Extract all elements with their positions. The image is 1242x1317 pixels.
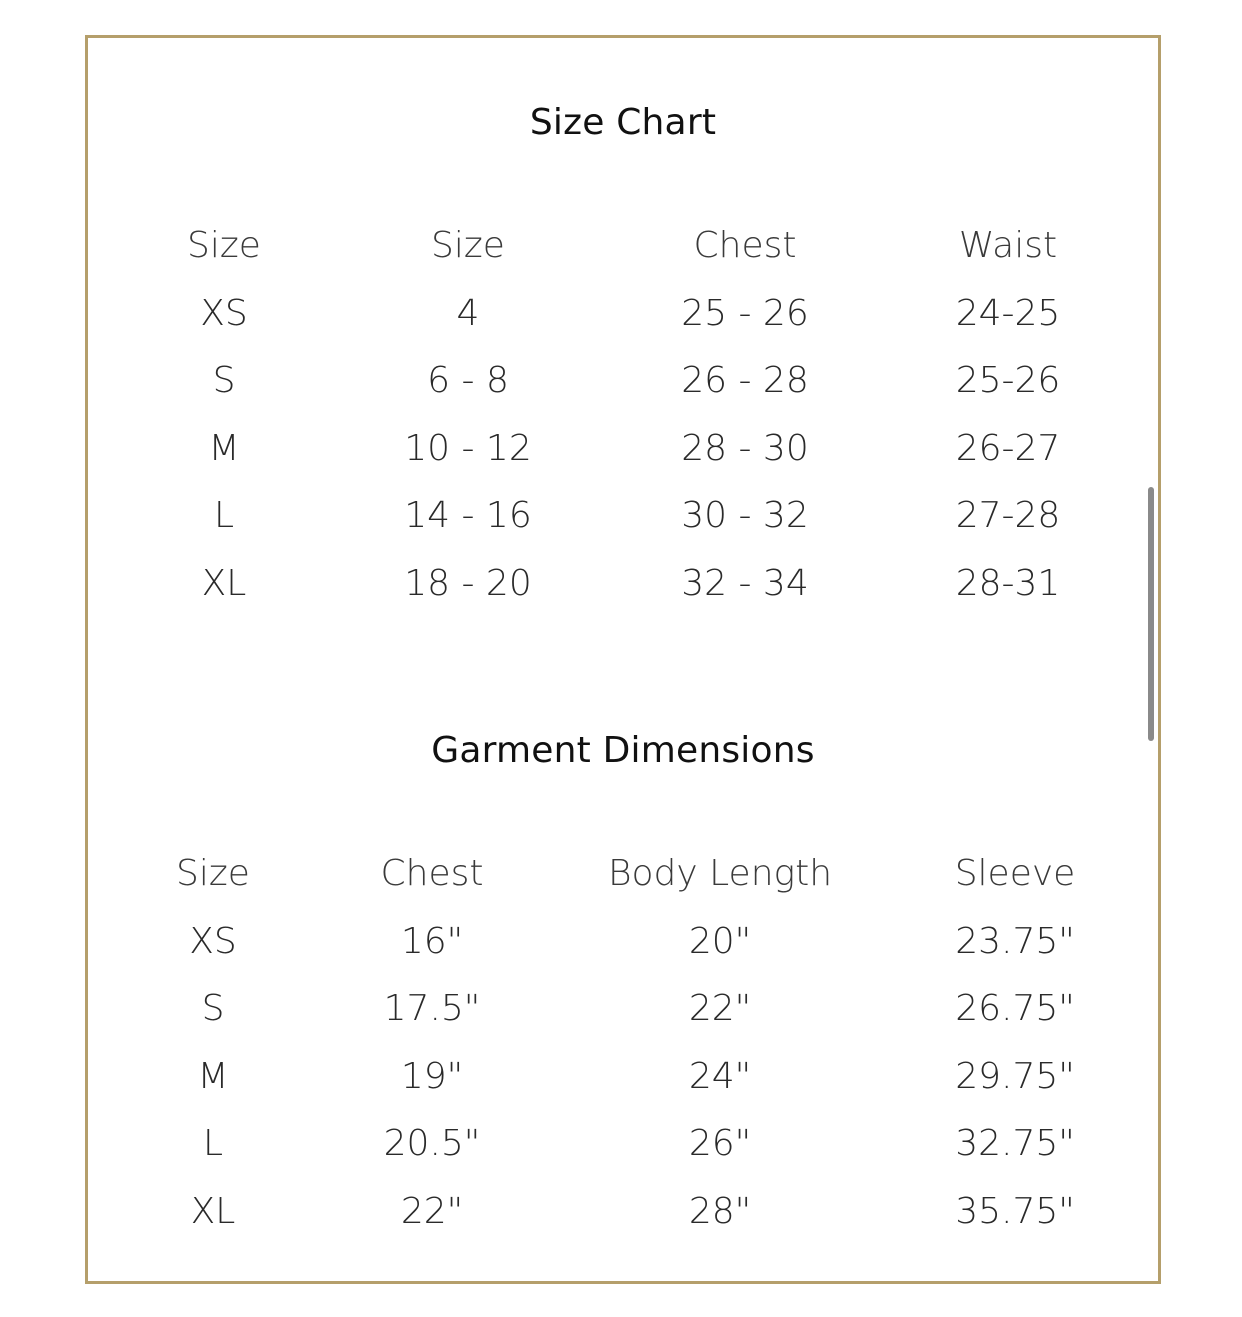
table-row	[88, 359, 1158, 415]
numeric-size-cell: 6 - 8	[427, 360, 509, 401]
size-cell: L	[213, 495, 235, 536]
column-header-size: Size	[176, 853, 250, 894]
size-cell: XL	[190, 1191, 236, 1232]
body-length-cell: 24"	[688, 1056, 752, 1097]
chest-cell: 32 - 34	[681, 563, 809, 604]
chest-cell: 17.5"	[383, 988, 481, 1029]
chest-cell: 16"	[400, 921, 464, 962]
sleeve-cell: 23.75"	[955, 921, 1075, 962]
sleeve-cell: 35.75"	[955, 1191, 1075, 1232]
waist-cell: 25-26	[955, 360, 1061, 401]
column-header-body-length: Body Length	[607, 853, 833, 894]
table-header-row	[88, 852, 1158, 908]
chest-cell: 19"	[400, 1056, 464, 1097]
column-header-waist: Waist	[958, 225, 1058, 266]
table-row	[88, 292, 1158, 348]
sleeve-cell: 29.75"	[955, 1056, 1075, 1097]
size-cell: M	[197, 1056, 229, 1097]
numeric-size-cell: 14 - 16	[404, 495, 532, 536]
chest-cell: 28 - 30	[681, 428, 809, 469]
table-header-row	[88, 224, 1158, 280]
garment-dimensions-title: Garment Dimensions	[431, 730, 815, 771]
waist-cell: 26-27	[955, 428, 1061, 469]
size-cell: XS	[189, 921, 237, 962]
chest-cell: 25 - 26	[681, 293, 809, 334]
table-row	[88, 1190, 1158, 1246]
waist-cell: 27-28	[955, 495, 1061, 536]
body-length-cell: 28"	[688, 1191, 752, 1232]
chest-cell: 20.5"	[383, 1123, 481, 1164]
table-row	[88, 562, 1158, 618]
size-cell: XS	[200, 293, 248, 334]
table-row	[88, 494, 1158, 550]
size-cell: L	[202, 1123, 224, 1164]
sleeve-cell: 26.75"	[955, 988, 1075, 1029]
chest-cell: 26 - 28	[681, 360, 809, 401]
waist-cell: 24-25	[955, 293, 1061, 334]
size-chart-panel	[85, 35, 1161, 1284]
chest-cell: 22"	[400, 1191, 464, 1232]
size-cell: S	[212, 360, 236, 401]
column-header-chest: Chest	[693, 225, 797, 266]
body-length-cell: 22"	[688, 988, 752, 1029]
table-row	[88, 987, 1158, 1043]
column-header-chest: Chest	[380, 853, 484, 894]
chest-cell: 30 - 32	[681, 495, 809, 536]
size-cell: S	[201, 988, 225, 1029]
numeric-size-cell: 18 - 20	[404, 563, 532, 604]
waist-cell: 28-31	[955, 563, 1061, 604]
sleeve-cell: 32.75"	[955, 1123, 1075, 1164]
numeric-size-cell: 10 - 12	[404, 428, 532, 469]
size-cell: XL	[201, 563, 247, 604]
size-chart-title: Size Chart	[529, 102, 717, 143]
body-length-cell: 20"	[688, 921, 752, 962]
numeric-size-cell: 4	[456, 293, 480, 334]
table-row	[88, 1055, 1158, 1111]
size-cell: M	[208, 428, 240, 469]
body-length-cell: 26"	[688, 1123, 752, 1164]
vertical-scrollbar[interactable]	[1148, 487, 1154, 741]
table-row	[88, 920, 1158, 976]
column-header-size: Size	[187, 225, 261, 266]
column-header-numeric-size: Size	[431, 225, 505, 266]
table-row	[88, 1122, 1158, 1178]
column-header-sleeve: Sleeve	[954, 853, 1076, 894]
table-row	[88, 427, 1158, 483]
